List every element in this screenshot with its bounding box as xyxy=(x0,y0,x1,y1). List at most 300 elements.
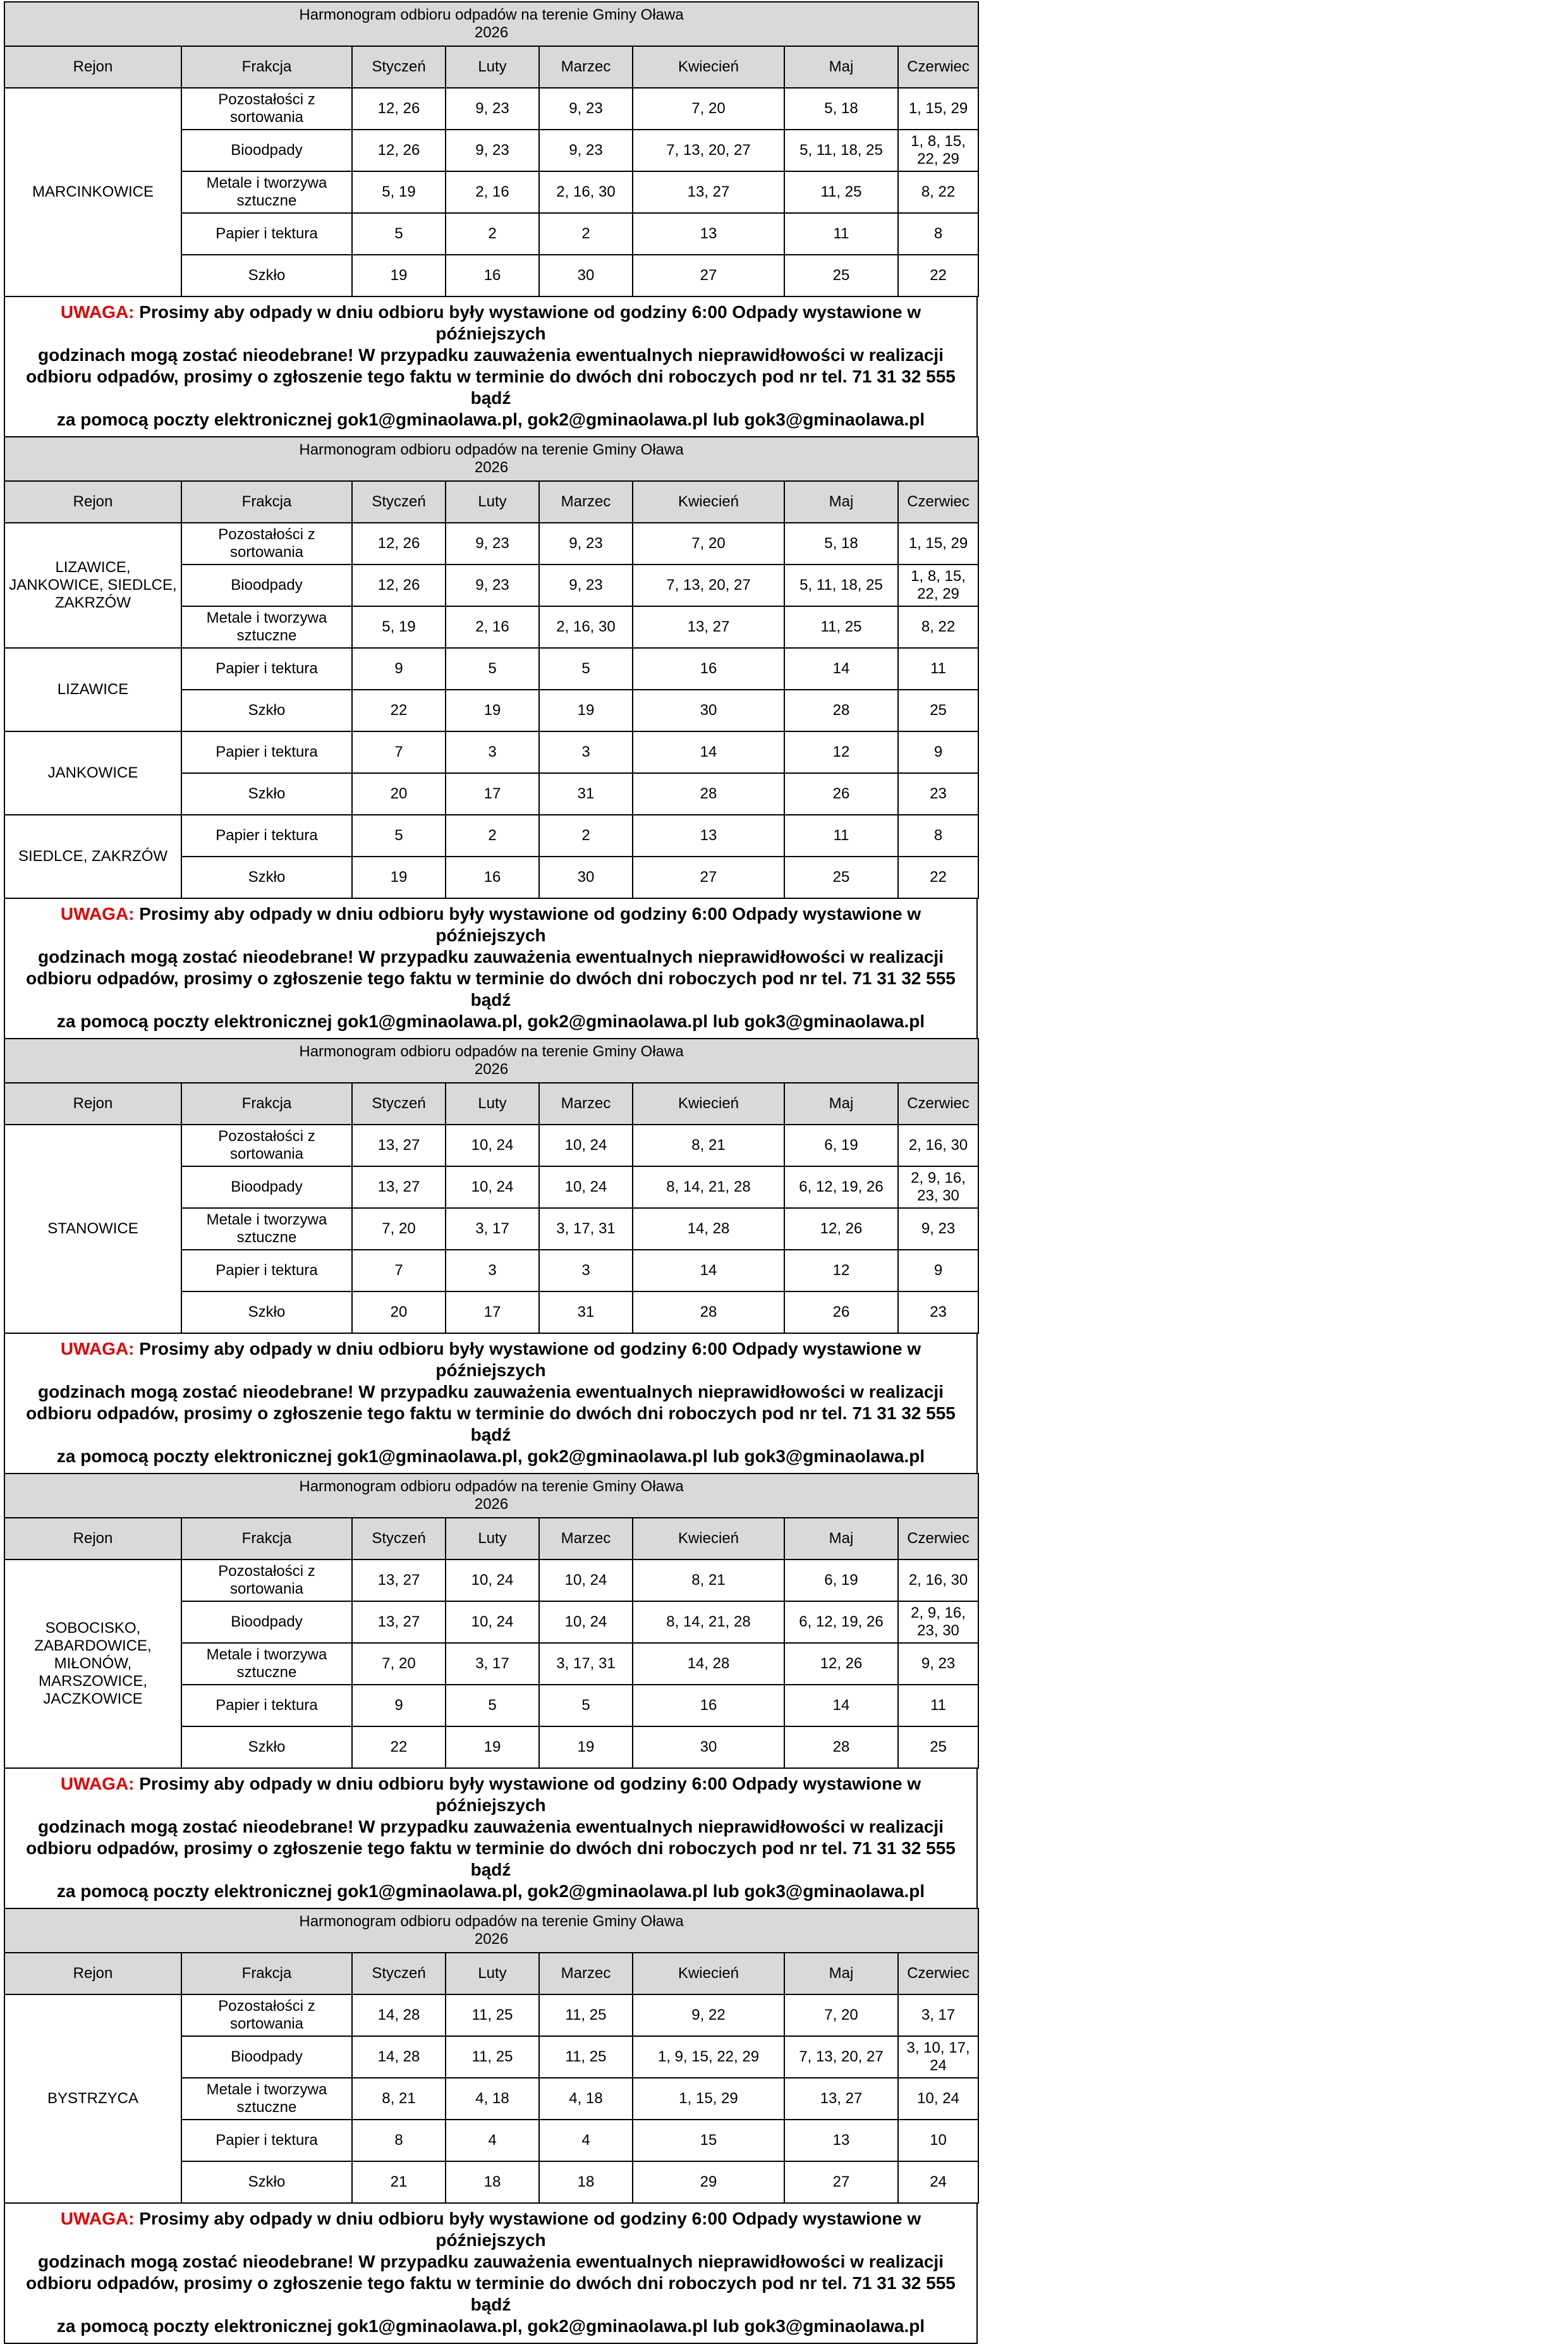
notice-line: za pomocą poczty elektronicznej gok1@gminaolawa.pl, gok2@gminaolawa.pl lub gok3@gminaolawa.pl xyxy=(56,410,925,429)
column-header: Czerwiec xyxy=(898,481,978,523)
date-cell: 22 xyxy=(352,690,446,731)
date-cell: 8, 21 xyxy=(633,1560,784,1601)
date-cell: 17 xyxy=(446,773,539,815)
date-cell: 3 xyxy=(539,731,633,773)
schedule-block xyxy=(4,1038,978,1473)
notice-line: za pomocą poczty elektronicznej gok1@gminaolawa.pl, gok2@gminaolawa.pl lub gok3@gminaolawa.pl xyxy=(56,2316,925,2336)
date-cell: 9, 22 xyxy=(633,1994,784,2036)
notice-line: Prosimy aby odpady w dniu odbioru były wystawione od godziny 6:00 Odpady wystawione w późniejszych xyxy=(139,302,921,343)
date-cell: 11, 25 xyxy=(539,2036,633,2078)
column-header: Maj xyxy=(784,1083,898,1125)
date-cell: 4, 18 xyxy=(446,2078,539,2120)
region-cell: JANKOWICE xyxy=(4,731,181,815)
notice-line: odbioru odpadów, prosimy o zgłoszenie tego faktu w terminie do dwóch dni roboczych pod nr tel. 71 31 32 555 bądź xyxy=(26,1403,956,1444)
column-header: Rejon xyxy=(4,46,181,88)
date-cell: 5, 11, 18, 25 xyxy=(784,130,898,171)
date-cell: 19 xyxy=(352,255,446,296)
date-cell: 30 xyxy=(539,857,633,898)
date-cell: 22 xyxy=(352,1726,446,1768)
date-cell: 5, 18 xyxy=(784,523,898,565)
date-cell: 12, 26 xyxy=(352,523,446,565)
date-cell: 9 xyxy=(352,648,446,690)
date-cell: 2, 16 xyxy=(446,606,539,648)
fraction-cell: Metale i tworzywa sztuczne xyxy=(181,1643,352,1685)
date-cell: 18 xyxy=(539,2161,633,2203)
date-cell: 27 xyxy=(784,2161,898,2203)
column-header: Maj xyxy=(784,1518,898,1560)
date-cell: 7, 13, 20, 27 xyxy=(633,565,784,606)
fraction-cell: Metale i tworzywa sztuczne xyxy=(181,171,352,213)
date-cell: 8, 21 xyxy=(633,1125,784,1166)
column-header: Kwiecień xyxy=(633,481,784,523)
region-cell: SOBOCISKO, ZABARDOWICE, MIŁONÓW, MARSZOWICE, JACZKOWICE xyxy=(4,1560,181,1768)
date-cell: 23 xyxy=(898,773,978,815)
date-cell: 2 xyxy=(446,815,539,857)
date-cell: 28 xyxy=(633,1291,784,1333)
schedule-block xyxy=(4,436,978,1038)
date-cell: 9, 23 xyxy=(898,1643,978,1685)
column-header: Rejon xyxy=(4,481,181,523)
title-text: Harmonogram odbioru odpadów na terenie Gminy Oława xyxy=(299,1913,684,1930)
notice-line: za pomocą poczty elektronicznej gok1@gminaolawa.pl, gok2@gminaolawa.pl lub gok3@gminaolawa.pl xyxy=(56,1011,925,1031)
schedule-table xyxy=(4,1908,979,2204)
date-cell: 10, 24 xyxy=(446,1125,539,1166)
fraction-cell: Pozostałości z sortowania xyxy=(181,1994,352,2036)
date-cell: 5 xyxy=(446,1685,539,1726)
schedule-title xyxy=(4,1908,978,1953)
date-cell: 1, 15, 29 xyxy=(633,2078,784,2120)
fraction-cell: Pozostałości z sortowania xyxy=(181,1125,352,1166)
title-year: 2026 xyxy=(474,1496,509,1513)
date-cell: 10, 24 xyxy=(446,1560,539,1601)
date-cell: 7, 20 xyxy=(352,1643,446,1685)
title-year: 2026 xyxy=(474,1061,509,1078)
date-cell: 3, 10, 17, 24 xyxy=(898,2036,978,2078)
date-cell: 16 xyxy=(446,255,539,296)
column-header: Frakcja xyxy=(181,1083,352,1125)
title-text: Harmonogram odbioru odpadów na terenie Gminy Oława xyxy=(299,1043,684,1060)
schedule-title xyxy=(4,2,978,46)
date-cell: 2, 16, 30 xyxy=(898,1125,978,1166)
date-cell: 5, 19 xyxy=(352,171,446,213)
column-header: Frakcja xyxy=(181,1518,352,1560)
date-cell: 7, 13, 20, 27 xyxy=(784,2036,898,2078)
date-cell: 30 xyxy=(633,690,784,731)
schedule-title xyxy=(4,1474,978,1518)
date-cell: 12, 26 xyxy=(784,1208,898,1250)
fraction-cell: Bioodpady xyxy=(181,1166,352,1208)
date-cell: 10, 24 xyxy=(898,2078,978,2120)
date-cell: 11 xyxy=(898,1685,978,1726)
notice xyxy=(4,899,978,1038)
date-cell: 16 xyxy=(633,648,784,690)
column-header: Marzec xyxy=(539,46,633,88)
date-cell: 26 xyxy=(784,773,898,815)
notice-lead: UWAGA: xyxy=(60,302,135,322)
notice-line: Prosimy aby odpady w dniu odbioru były wystawione od godziny 6:00 Odpady wystawione w późniejszych xyxy=(139,1774,921,1815)
column-header: Marzec xyxy=(539,481,633,523)
date-cell: 24 xyxy=(898,2161,978,2203)
date-cell: 8, 22 xyxy=(898,606,978,648)
fraction-cell: Papier i tektura xyxy=(181,815,352,857)
date-cell: 13, 27 xyxy=(352,1601,446,1643)
date-cell: 14 xyxy=(633,1250,784,1291)
date-cell: 13, 27 xyxy=(352,1166,446,1208)
date-cell: 12 xyxy=(784,731,898,773)
table-row xyxy=(4,88,978,130)
date-cell: 19 xyxy=(539,1726,633,1768)
date-cell: 7 xyxy=(352,731,446,773)
table-row xyxy=(4,731,978,773)
date-cell: 3, 17 xyxy=(446,1643,539,1685)
date-cell: 7, 20 xyxy=(352,1208,446,1250)
notice xyxy=(4,297,978,436)
date-cell: 29 xyxy=(633,2161,784,2203)
fraction-cell: Papier i tektura xyxy=(181,213,352,255)
fraction-cell: Bioodpady xyxy=(181,565,352,606)
date-cell: 7, 20 xyxy=(784,1994,898,2036)
date-cell: 3 xyxy=(446,731,539,773)
column-header: Styczeń xyxy=(352,46,446,88)
date-cell: 30 xyxy=(539,255,633,296)
date-cell: 8, 14, 21, 28 xyxy=(633,1166,784,1208)
column-header: Styczeń xyxy=(352,1953,446,1994)
fraction-cell: Szkło xyxy=(181,255,352,296)
fraction-cell: Szkło xyxy=(181,2161,352,2203)
column-header: Styczeń xyxy=(352,481,446,523)
table-row xyxy=(4,1560,978,1601)
date-cell: 9, 23 xyxy=(539,88,633,130)
date-cell: 20 xyxy=(352,1291,446,1333)
fraction-cell: Pozostałości z sortowania xyxy=(181,1560,352,1601)
date-cell: 1, 9, 15, 22, 29 xyxy=(633,2036,784,2078)
date-cell: 5 xyxy=(539,648,633,690)
region-cell: LIZAWICE xyxy=(4,648,181,731)
date-cell: 26 xyxy=(784,1291,898,1333)
column-header: Frakcja xyxy=(181,46,352,88)
date-cell: 27 xyxy=(633,255,784,296)
date-cell: 7 xyxy=(352,1250,446,1291)
column-header: Luty xyxy=(446,1083,539,1125)
title-year: 2026 xyxy=(474,24,509,41)
notice xyxy=(4,1334,978,1473)
notice-line: godzinach mogą zostać nieodebrane! W przypadku zauważenia ewentualnych nieprawidłowości w realizacji xyxy=(38,947,944,967)
date-cell: 7, 20 xyxy=(633,523,784,565)
date-cell: 14, 28 xyxy=(352,1994,446,2036)
date-cell: 13, 27 xyxy=(784,2078,898,2120)
date-cell: 28 xyxy=(784,690,898,731)
date-cell: 9 xyxy=(898,1250,978,1291)
notice xyxy=(4,2204,978,2344)
date-cell: 25 xyxy=(784,255,898,296)
date-cell: 2, 16, 30 xyxy=(539,606,633,648)
notice-lead: UWAGA: xyxy=(60,1774,135,1793)
date-cell: 28 xyxy=(784,1726,898,1768)
date-cell: 8, 21 xyxy=(352,2078,446,2120)
fraction-cell: Metale i tworzywa sztuczne xyxy=(181,2078,352,2120)
schedule-table xyxy=(4,436,979,899)
column-header: Czerwiec xyxy=(898,1518,978,1560)
date-cell: 8 xyxy=(898,213,978,255)
title-text: Harmonogram odbioru odpadów na terenie Gminy Oława xyxy=(299,441,684,458)
date-cell: 9, 23 xyxy=(898,1208,978,1250)
date-cell: 10, 24 xyxy=(539,1601,633,1643)
date-cell: 19 xyxy=(446,1726,539,1768)
date-cell: 14 xyxy=(784,648,898,690)
date-cell: 10, 24 xyxy=(539,1166,633,1208)
column-header: Marzec xyxy=(539,1083,633,1125)
date-cell: 2 xyxy=(446,213,539,255)
date-cell: 16 xyxy=(633,1685,784,1726)
date-cell: 21 xyxy=(352,2161,446,2203)
column-header: Rejon xyxy=(4,1953,181,1994)
date-cell: 2, 16 xyxy=(446,171,539,213)
date-cell: 19 xyxy=(539,690,633,731)
fraction-cell: Bioodpady xyxy=(181,1601,352,1643)
date-cell: 13 xyxy=(633,815,784,857)
date-cell: 9, 23 xyxy=(539,130,633,171)
date-cell: 3, 17 xyxy=(446,1208,539,1250)
column-header: Kwiecień xyxy=(633,1083,784,1125)
date-cell: 3, 17, 31 xyxy=(539,1208,633,1250)
date-cell: 2, 16, 30 xyxy=(898,1560,978,1601)
schedule-block xyxy=(4,1473,978,1908)
date-cell: 10, 24 xyxy=(539,1125,633,1166)
date-cell: 14 xyxy=(633,731,784,773)
date-cell: 13 xyxy=(633,213,784,255)
schedule-title xyxy=(4,437,978,481)
date-cell: 1, 15, 29 xyxy=(898,523,978,565)
fraction-cell: Szkło xyxy=(181,690,352,731)
date-cell: 7, 20 xyxy=(633,88,784,130)
fraction-cell: Szkło xyxy=(181,857,352,898)
title-year: 2026 xyxy=(474,459,509,476)
date-cell: 4 xyxy=(539,2120,633,2161)
schedule-title xyxy=(4,1039,978,1083)
date-cell: 15 xyxy=(633,2120,784,2161)
notice-line: za pomocą poczty elektronicznej gok1@gminaolawa.pl, gok2@gminaolawa.pl lub gok3@gminaolawa.pl xyxy=(56,1881,925,1901)
fraction-cell: Metale i tworzywa sztuczne xyxy=(181,606,352,648)
date-cell: 1, 15, 29 xyxy=(898,88,978,130)
date-cell: 11 xyxy=(898,648,978,690)
fraction-cell: Metale i tworzywa sztuczne xyxy=(181,1208,352,1250)
date-cell: 6, 12, 19, 26 xyxy=(784,1601,898,1643)
notice-line: Prosimy aby odpady w dniu odbioru były wystawione od godziny 6:00 Odpady wystawione w późniejszych xyxy=(139,904,921,945)
date-cell: 31 xyxy=(539,1291,633,1333)
column-header: Kwiecień xyxy=(633,1953,784,1994)
fraction-cell: Bioodpady xyxy=(181,2036,352,2078)
date-cell: 8 xyxy=(898,815,978,857)
date-cell: 12, 26 xyxy=(352,565,446,606)
schedule-sheet xyxy=(4,1,978,2344)
column-header: Frakcja xyxy=(181,1953,352,1994)
notice-lead: UWAGA: xyxy=(60,904,135,924)
date-cell: 25 xyxy=(898,690,978,731)
date-cell: 6, 19 xyxy=(784,1125,898,1166)
schedule-block xyxy=(4,1908,978,2344)
region-cell: STANOWICE xyxy=(4,1125,181,1333)
date-cell: 2, 9, 16, 23, 30 xyxy=(898,1166,978,1208)
date-cell: 9, 23 xyxy=(539,565,633,606)
date-cell: 2 xyxy=(539,213,633,255)
fraction-cell: Szkło xyxy=(181,1726,352,1768)
table-row xyxy=(4,523,978,565)
date-cell: 7, 13, 20, 27 xyxy=(633,130,784,171)
date-cell: 1, 8, 15, 22, 29 xyxy=(898,565,978,606)
fraction-cell: Bioodpady xyxy=(181,130,352,171)
date-cell: 5 xyxy=(539,1685,633,1726)
date-cell: 2, 9, 16, 23, 30 xyxy=(898,1601,978,1643)
date-cell: 22 xyxy=(898,857,978,898)
notice-line: godzinach mogą zostać nieodebrane! W przypadku zauważenia ewentualnych nieprawidłowości w realizacji xyxy=(38,2252,944,2271)
date-cell: 3, 17, 31 xyxy=(539,1643,633,1685)
date-cell: 11 xyxy=(784,213,898,255)
notice-line: godzinach mogą zostać nieodebrane! W przypadku zauważenia ewentualnych nieprawidłowości w realizacji xyxy=(38,1382,944,1401)
date-cell: 8, 22 xyxy=(898,171,978,213)
notice-line: odbioru odpadów, prosimy o zgłoszenie tego faktu w terminie do dwóch dni roboczych pod nr tel. 71 31 32 555 bądź xyxy=(26,2273,956,2314)
date-cell: 6, 19 xyxy=(784,1560,898,1601)
column-header: Maj xyxy=(784,481,898,523)
column-header: Luty xyxy=(446,1518,539,1560)
region-cell: SIEDLCE, ZAKRZÓW xyxy=(4,815,181,898)
table-row xyxy=(4,648,978,690)
date-cell: 11, 25 xyxy=(784,606,898,648)
date-cell: 14 xyxy=(784,1685,898,1726)
date-cell: 13, 27 xyxy=(633,171,784,213)
date-cell: 9 xyxy=(352,1685,446,1726)
date-cell: 5, 19 xyxy=(352,606,446,648)
title-text: Harmonogram odbioru odpadów na terenie Gminy Oława xyxy=(299,6,684,23)
column-header: Rejon xyxy=(4,1518,181,1560)
date-cell: 5 xyxy=(352,815,446,857)
notice-line: odbioru odpadów, prosimy o zgłoszenie tego faktu w terminie do dwóch dni roboczych pod nr tel. 71 31 32 555 bądź xyxy=(26,367,956,408)
date-cell: 8, 14, 21, 28 xyxy=(633,1601,784,1643)
fraction-cell: Pozostałości z sortowania xyxy=(181,88,352,130)
date-cell: 2, 16, 30 xyxy=(539,171,633,213)
fraction-cell: Szkło xyxy=(181,773,352,815)
notice-line: odbioru odpadów, prosimy o zgłoszenie tego faktu w terminie do dwóch dni roboczych pod nr tel. 71 31 32 555 bądź xyxy=(26,1838,956,1879)
date-cell: 28 xyxy=(633,773,784,815)
date-cell: 10 xyxy=(898,2120,978,2161)
date-cell: 11 xyxy=(784,815,898,857)
fraction-cell: Papier i tektura xyxy=(181,1250,352,1291)
date-cell: 3 xyxy=(539,1250,633,1291)
date-cell: 11, 25 xyxy=(539,1994,633,2036)
date-cell: 13, 27 xyxy=(633,606,784,648)
column-header: Luty xyxy=(446,46,539,88)
date-cell: 2 xyxy=(539,815,633,857)
column-header: Marzec xyxy=(539,1518,633,1560)
date-cell: 5 xyxy=(352,213,446,255)
date-cell: 23 xyxy=(898,1291,978,1333)
column-header: Rejon xyxy=(4,1083,181,1125)
date-cell: 11, 25 xyxy=(784,171,898,213)
column-header: Maj xyxy=(784,1953,898,1994)
column-header: Marzec xyxy=(539,1953,633,1994)
fraction-cell: Papier i tektura xyxy=(181,731,352,773)
date-cell: 18 xyxy=(446,2161,539,2203)
fraction-cell: Szkło xyxy=(181,1291,352,1333)
notice-line: za pomocą poczty elektronicznej gok1@gminaolawa.pl, gok2@gminaolawa.pl lub gok3@gminaolawa.pl xyxy=(56,1446,925,1466)
date-cell: 19 xyxy=(446,690,539,731)
column-header: Kwiecień xyxy=(633,1518,784,1560)
notice-line: Prosimy aby odpady w dniu odbioru były wystawione od godziny 6:00 Odpady wystawione w późniejszych xyxy=(139,2209,921,2250)
date-cell: 12 xyxy=(784,1250,898,1291)
title-text: Harmonogram odbioru odpadów na terenie Gminy Oława xyxy=(299,1478,684,1495)
date-cell: 12, 26 xyxy=(352,130,446,171)
date-cell: 19 xyxy=(352,857,446,898)
date-cell: 10, 24 xyxy=(446,1166,539,1208)
column-header: Luty xyxy=(446,1953,539,1994)
notice-line: godzinach mogą zostać nieodebrane! W przypadku zauważenia ewentualnych nieprawidłowości w realizacji xyxy=(38,1817,944,1836)
column-header: Czerwiec xyxy=(898,1083,978,1125)
date-cell: 5, 18 xyxy=(784,88,898,130)
fraction-cell: Papier i tektura xyxy=(181,648,352,690)
date-cell: 27 xyxy=(633,857,784,898)
notice-lead: UWAGA: xyxy=(60,1339,135,1358)
date-cell: 5, 11, 18, 25 xyxy=(784,565,898,606)
date-cell: 30 xyxy=(633,1726,784,1768)
date-cell: 3, 17 xyxy=(898,1994,978,2036)
region-cell: BYSTRZYCA xyxy=(4,1994,181,2203)
schedule-table xyxy=(4,1,979,297)
date-cell: 20 xyxy=(352,773,446,815)
schedule-table xyxy=(4,1473,979,1769)
date-cell: 9, 23 xyxy=(446,88,539,130)
date-cell: 9, 23 xyxy=(539,523,633,565)
date-cell: 13, 27 xyxy=(352,1125,446,1166)
date-cell: 25 xyxy=(784,857,898,898)
date-cell: 22 xyxy=(898,255,978,296)
date-cell: 9, 23 xyxy=(446,130,539,171)
notice xyxy=(4,1769,978,1908)
table-row xyxy=(4,815,978,857)
notice-line: Prosimy aby odpady w dniu odbioru były wystawione od godziny 6:00 Odpady wystawione w późniejszych xyxy=(139,1339,921,1380)
date-cell: 16 xyxy=(446,857,539,898)
date-cell: 4 xyxy=(446,2120,539,2161)
notice-line: godzinach mogą zostać nieodebrane! W przypadku zauważenia ewentualnych nieprawidłowości w realizacji xyxy=(38,345,944,365)
column-header: Kwiecień xyxy=(633,46,784,88)
date-cell: 10, 24 xyxy=(446,1601,539,1643)
region-cell: LIZAWICE, JANKOWICE, SIEDLCE, ZAKRZÓW xyxy=(4,523,181,648)
date-cell: 12, 26 xyxy=(352,88,446,130)
date-cell: 14, 28 xyxy=(633,1208,784,1250)
date-cell: 17 xyxy=(446,1291,539,1333)
date-cell: 3 xyxy=(446,1250,539,1291)
date-cell: 13 xyxy=(784,2120,898,2161)
date-cell: 9, 23 xyxy=(446,523,539,565)
date-cell: 5 xyxy=(446,648,539,690)
date-cell: 31 xyxy=(539,773,633,815)
date-cell: 6, 12, 19, 26 xyxy=(784,1166,898,1208)
column-header: Styczeń xyxy=(352,1518,446,1560)
date-cell: 11, 25 xyxy=(446,2036,539,2078)
date-cell: 8 xyxy=(352,2120,446,2161)
fraction-cell: Papier i tektura xyxy=(181,1685,352,1726)
table-row xyxy=(4,1125,978,1166)
column-header: Luty xyxy=(446,481,539,523)
date-cell: 1, 8, 15, 22, 29 xyxy=(898,130,978,171)
notice-lead: UWAGA: xyxy=(60,2209,135,2228)
column-header: Styczeń xyxy=(352,1083,446,1125)
date-cell: 9 xyxy=(898,731,978,773)
fraction-cell: Papier i tektura xyxy=(181,2120,352,2161)
column-header: Czerwiec xyxy=(898,1953,978,1994)
date-cell: 25 xyxy=(898,1726,978,1768)
date-cell: 10, 24 xyxy=(539,1560,633,1601)
fraction-cell: Pozostałości z sortowania xyxy=(181,523,352,565)
column-header: Maj xyxy=(784,46,898,88)
